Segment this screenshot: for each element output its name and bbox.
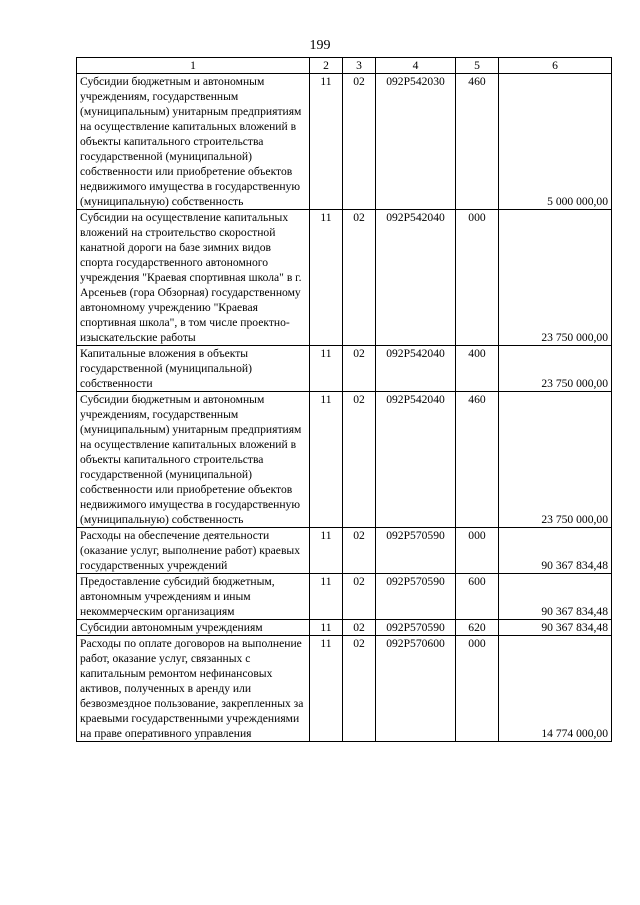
row-section: 11 [310,528,343,574]
row-expense-type: 460 [456,392,499,528]
column-header: 3 [343,58,376,74]
column-header: 4 [376,58,456,74]
row-expense-type: 000 [456,636,499,742]
column-header: 1 [77,58,310,74]
table-header-row [77,58,612,74]
row-amount: 23 750 000,00 [499,392,612,528]
row-amount: 90 367 834,48 [499,528,612,574]
row-subsection: 02 [343,528,376,574]
row-expense-type: 600 [456,574,499,620]
row-section: 11 [310,346,343,392]
row-target-code: 092P570590 [376,620,456,636]
row-target-code: 092P542040 [376,210,456,346]
row-name: Субсидии бюджетным и автономным учреждениям, государственным (муниципальным) унитарным предприятиям на осуществление капитальных вложений в объекты капитального строительства государственной (муниципальной) собственности или приобретение объектов недвижимого имущества в государственную (муниципальную) собственность [77,74,310,210]
table-row [77,528,612,574]
row-section: 11 [310,210,343,346]
row-name: Расходы на обеспечение деятельности (оказание услуг, выполнение работ) краевых государственных учреждений [77,528,310,574]
row-section: 11 [310,620,343,636]
row-target-code: 092P570600 [376,636,456,742]
row-subsection: 02 [343,346,376,392]
row-name: Субсидии бюджетным и автономным учреждениям, государственным (муниципальным) унитарным предприятиям на осуществление капитальных вложений в объекты капитального строительства государственной (муниципальной) собственности или приобретение объектов недвижимого имущества в государственную (муниципальную) собственность [77,392,310,528]
row-amount: 23 750 000,00 [499,210,612,346]
page-number: 199 [309,38,331,53]
row-section: 11 [310,574,343,620]
row-section: 11 [310,392,343,528]
row-subsection: 02 [343,574,376,620]
row-name: Капитальные вложения в объекты государственной (муниципальной) собственности [77,346,310,392]
row-amount: 23 750 000,00 [499,346,612,392]
row-section: 11 [310,74,343,210]
table-row [77,636,612,742]
row-amount: 90 367 834,48 [499,574,612,620]
row-subsection: 02 [343,620,376,636]
table-row [77,620,612,636]
row-amount: 5 000 000,00 [499,74,612,210]
row-subsection: 02 [343,210,376,346]
row-target-code: 092P542040 [376,392,456,528]
column-header: 2 [310,58,343,74]
row-name: Расходы по оплате договоров на выполнение работ, оказание услуг, связанных с капитальным ремонтом нефинансовых активов, полученных в аренду или безвозмездное пользование, закрепленных за краевыми государственными учреждениями на праве оперативного управления [77,636,310,742]
row-section: 11 [310,636,343,742]
row-name: Субсидии автономным учреждениям [77,620,310,636]
row-target-code: 092P542030 [376,74,456,210]
column-header: 6 [499,58,612,74]
table-row [77,346,612,392]
row-amount: 90 367 834,48 [499,620,612,636]
row-subsection: 02 [343,636,376,742]
row-subsection: 02 [343,74,376,210]
row-target-code: 092P542040 [376,346,456,392]
table-row [77,210,612,346]
row-target-code: 092P570590 [376,574,456,620]
row-name: Предоставление субсидий бюджетным, автономным учреждениям и иным некоммерческим организациям [77,574,310,620]
row-subsection: 02 [343,392,376,528]
row-expense-type: 620 [456,620,499,636]
row-target-code: 092P570590 [376,528,456,574]
budget-table [76,57,612,742]
row-expense-type: 000 [456,528,499,574]
table-row [77,392,612,528]
table-row [77,574,612,620]
row-name: Субсидии на осуществление капитальных вложений на строительство скоростной канатной дороги на базе зимних видов спорта государственного автономного учреждения "Краевая спортивная школа" в г. Арсеньев (гора Обзорная) государственному автономному учреждению "Краевая спортивная школа", в том числе проектно-изыскательские работы [77,210,310,346]
row-expense-type: 000 [456,210,499,346]
row-amount: 14 774 000,00 [499,636,612,742]
column-header: 5 [456,58,499,74]
table-row [77,74,612,210]
row-expense-type: 400 [456,346,499,392]
row-expense-type: 460 [456,74,499,210]
